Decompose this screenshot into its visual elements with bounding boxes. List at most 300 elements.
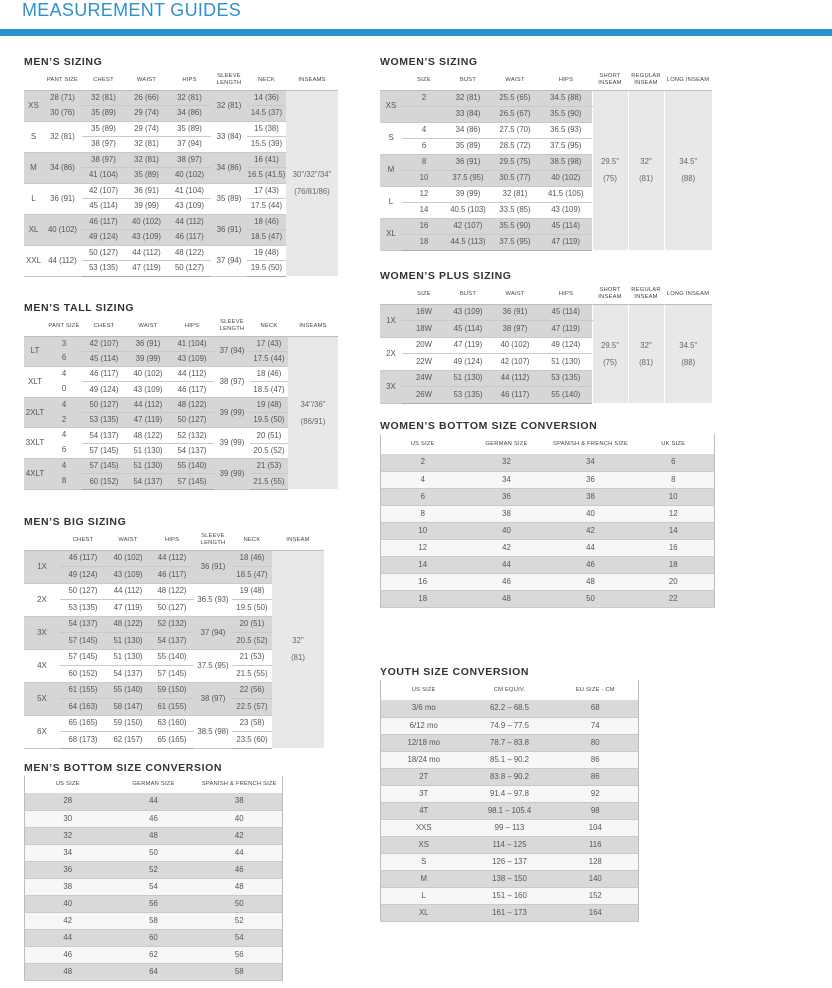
pant-value: 28 (71) — [50, 92, 75, 102]
table-cell: 16 — [633, 539, 715, 556]
column-header: NECK — [243, 536, 261, 543]
table-cell: 60 — [111, 929, 197, 946]
size-table — [380, 284, 712, 404]
table-row — [381, 768, 639, 785]
chest-cell: 46 (117) — [60, 550, 106, 567]
hips-cell: 43 (109) — [170, 351, 214, 366]
sleeve-length: 37 (94) — [211, 245, 247, 276]
sleeve-length: 39 (99) — [214, 459, 250, 490]
table-cell: 52 — [197, 912, 283, 929]
waist-cell: 37.5 (95) — [490, 234, 540, 250]
hips-cell: 41 (104) — [168, 183, 211, 199]
header-row — [25, 776, 283, 793]
table-row — [24, 336, 338, 351]
bust-cell: 37.5 (95) — [446, 170, 490, 186]
hips-cell: 35.5 (90) — [540, 106, 592, 122]
size-cell: 4 — [402, 122, 446, 138]
size-label: LT — [24, 336, 46, 367]
column-header: CM EQUIV. — [493, 686, 526, 693]
sleeve-length: 38 (97) — [194, 682, 232, 715]
section-title: MEN’S TALL SIZING — [24, 302, 135, 314]
bust-cell: 36 (91) — [446, 154, 490, 170]
inseam-value: 30"/32"/34" — [292, 170, 332, 180]
neck-cell: 17.5 (44) — [250, 351, 288, 366]
table-cell: 46 — [197, 861, 283, 878]
size-label: 4X — [24, 649, 60, 682]
pant-size-cell — [46, 397, 82, 428]
waist-cell: 32 (81) — [125, 152, 168, 168]
hips-cell: 41 (104) — [170, 336, 214, 351]
size-label: 4XLT — [24, 459, 46, 490]
size-group-label: XL — [380, 218, 402, 250]
waist-cell: 55 (140) — [106, 682, 150, 699]
waist-cell: 59 (150) — [106, 715, 150, 732]
table-cell: 44 — [465, 556, 549, 573]
table-cell: 58 — [197, 963, 283, 980]
inseam-cell — [286, 90, 338, 276]
waist-cell: 43 (109) — [125, 230, 168, 246]
table-row — [380, 304, 712, 321]
table-cell: 50 — [197, 895, 283, 912]
chest-cell: 50 (127) — [82, 245, 125, 261]
column-header: CHEST — [93, 76, 114, 83]
chest-cell: 46 (117) — [82, 214, 125, 230]
header-row — [380, 284, 712, 304]
inseam-value: 34.5" — [679, 157, 698, 167]
column-header: WAIST — [138, 322, 158, 329]
hips-cell: 55 (140) — [150, 649, 194, 666]
chest-cell: 64 (163) — [60, 699, 106, 716]
size-label: M — [24, 152, 43, 183]
section-title: WOMEN’S SIZING — [380, 56, 478, 68]
table-row — [381, 751, 639, 768]
sleeve-length: 33 (84) — [211, 121, 247, 152]
column-header — [380, 284, 402, 304]
bust-cell: 35 (89) — [446, 138, 490, 154]
header-row — [381, 434, 715, 454]
hips-cell: 49 (124) — [540, 337, 592, 354]
table-cell: 42 — [197, 827, 283, 844]
neck-cell: 17.5 (44) — [247, 199, 286, 215]
chest-cell: 49 (124) — [82, 382, 126, 397]
sleeve-length: 32 (81) — [211, 90, 247, 121]
waist-cell: 26.5 (67) — [490, 106, 540, 122]
table-row — [381, 573, 715, 590]
conversion-table — [380, 680, 639, 922]
chest-cell: 57 (145) — [82, 443, 126, 458]
waist-cell: 58 (147) — [106, 699, 150, 716]
size-cell: 10 — [402, 170, 446, 186]
mens-bottom-conversion-section — [24, 762, 282, 988]
size-label: 6X — [24, 715, 60, 748]
table-cell: 34 — [465, 471, 549, 488]
chest-cell: 41 (104) — [82, 168, 125, 184]
table-cell: 16 — [381, 573, 465, 590]
table-cell: 12 — [381, 539, 465, 556]
column-header — [380, 70, 402, 90]
size-label: 2X — [24, 583, 60, 616]
table-cell: 50 — [111, 844, 197, 861]
column-header: REGULAR INSEAM — [631, 287, 661, 300]
table-cell: M — [381, 870, 467, 887]
size-cell: 18 — [402, 234, 446, 250]
chest-cell: 45 (114) — [82, 351, 126, 366]
table-cell: 44 — [549, 539, 633, 556]
neck-cell: 19.5 (50) — [247, 261, 286, 277]
table-row — [381, 785, 639, 802]
header-row — [24, 530, 324, 550]
table-cell: 40 — [25, 895, 111, 912]
pant-size: 40 (102) — [43, 214, 82, 245]
chest-cell: 53 (135) — [82, 261, 125, 277]
pant-value: 0 — [61, 383, 67, 393]
table-cell: 114 – 125 — [467, 836, 553, 853]
table-row — [381, 471, 715, 488]
table-row — [24, 550, 324, 567]
waist-cell: 54 (137) — [106, 666, 150, 683]
hips-cell: 46 (117) — [150, 567, 194, 584]
table-cell: 14 — [381, 556, 465, 573]
table-cell: 128 — [553, 853, 639, 870]
hips-cell: 55 (140) — [540, 387, 592, 404]
size-label: XXL — [24, 245, 43, 276]
size-cell: 22W — [402, 354, 446, 371]
hips-cell: 57 (145) — [170, 474, 214, 489]
table-cell: 42 — [465, 539, 549, 556]
size-cell: 6 — [402, 138, 446, 154]
size-table — [24, 316, 338, 490]
hips-cell: 48 (122) — [168, 245, 211, 261]
table-cell: 78.7 – 83.8 — [467, 734, 553, 751]
chest-cell: 57 (145) — [60, 649, 106, 666]
inseam-value: 34"/36" — [300, 399, 326, 409]
inseam-value: (75) — [603, 174, 617, 184]
hips-cell: 61 (155) — [150, 699, 194, 716]
neck-cell: 21 (53) — [232, 649, 272, 666]
chest-cell: 68 (173) — [60, 732, 106, 749]
table-row — [381, 887, 639, 904]
pant-size-cell — [43, 90, 82, 121]
pant-value: 30 (76) — [50, 107, 75, 117]
hips-cell: 38.5 (98) — [540, 154, 592, 170]
neck-cell: 21.5 (55) — [232, 666, 272, 683]
chest-cell: 50 (127) — [60, 583, 106, 600]
womens-bottom-conversion-section — [380, 420, 714, 612]
table-row — [25, 946, 283, 963]
neck-cell: 18 (46) — [250, 367, 288, 382]
table-cell: 38 — [25, 878, 111, 895]
inseam-value: (88) — [681, 174, 696, 184]
hips-cell: 53 (135) — [540, 370, 592, 387]
hips-cell: 34.5 (88) — [540, 90, 592, 106]
table-cell: 3T — [381, 785, 467, 802]
size-label: 1X — [24, 550, 60, 583]
waist-cell: 40 (102) — [125, 214, 168, 230]
header-row — [381, 680, 639, 700]
table-cell: 54 — [111, 878, 197, 895]
table-cell: 38 — [465, 505, 549, 522]
neck-cell: 14.5 (37) — [247, 106, 286, 122]
size-cell: 12 — [402, 186, 446, 202]
column-header: REGULAR INSEAM — [631, 73, 661, 86]
inseam-cell — [288, 336, 338, 489]
waist-cell: 38 (97) — [490, 321, 540, 338]
column-header: SLEEVE LENGTH — [216, 73, 242, 86]
neck-cell: 19.5 (50) — [250, 413, 288, 428]
table-cell: 104 — [553, 819, 639, 836]
column-header: GERMAN SIZE — [485, 440, 528, 447]
bust-cell: 45 (114) — [446, 321, 490, 338]
chest-cell: 60 (152) — [60, 666, 106, 683]
hips-cell: 44 (112) — [170, 367, 214, 382]
table-cell: 40 — [197, 810, 283, 827]
size-cell: 14 — [402, 202, 446, 218]
size-cell: 18W — [402, 321, 446, 338]
table-cell: 10 — [381, 522, 465, 539]
chest-cell: 42 (107) — [82, 183, 125, 199]
waist-cell: 28.5 (72) — [490, 138, 540, 154]
table-row — [25, 963, 283, 980]
table-row — [381, 590, 715, 607]
table-row — [25, 844, 283, 861]
column-header: WAIST — [136, 76, 157, 83]
pant-value: 4 — [61, 369, 67, 379]
table-row — [25, 827, 283, 844]
header-row — [380, 70, 712, 90]
table-cell: 46 — [465, 573, 549, 590]
header-rule — [0, 29, 832, 36]
table-cell: 152 — [553, 887, 639, 904]
sleeve-length: 37.5 (95) — [194, 649, 232, 682]
neck-cell: 15 (38) — [247, 121, 286, 137]
waist-cell: 29.5 (75) — [490, 154, 540, 170]
sleeve-length: 38 (97) — [214, 367, 250, 398]
neck-cell: 22 (56) — [232, 682, 272, 699]
table-cell: 46 — [25, 946, 111, 963]
table-cell: XXS — [381, 819, 467, 836]
column-header: SIZE — [417, 76, 431, 83]
bust-cell: 51 (130) — [446, 370, 490, 387]
waist-cell: 35.5 (90) — [490, 218, 540, 234]
size-label: XLT — [24, 367, 46, 398]
neck-cell: 19.5 (50) — [232, 600, 272, 617]
waist-cell: 36 (91) — [125, 183, 168, 199]
waist-cell: 27.5 (70) — [490, 122, 540, 138]
waist-cell: 44 (112) — [106, 583, 150, 600]
waist-cell: 48 (122) — [106, 616, 150, 633]
table-cell: XL — [381, 904, 467, 921]
inseam-value: (81) — [639, 174, 653, 184]
column-header: SPANISH & FRENCH SIZE — [553, 440, 628, 447]
size-table — [24, 70, 338, 277]
section-title: WOMEN’S PLUS SIZING — [380, 270, 512, 282]
table-row — [25, 878, 283, 895]
hips-cell: 50 (127) — [170, 413, 214, 428]
table-cell: 6 — [381, 488, 465, 505]
table-cell: 18/24 mo — [381, 751, 467, 768]
hips-cell: 40 (102) — [540, 170, 592, 186]
bust-cell: 53 (135) — [446, 387, 490, 404]
table-cell: 74 — [553, 717, 639, 734]
hips-cell: 55 (140) — [170, 459, 214, 474]
pant-size-cell — [46, 428, 82, 459]
column-header: LONG INSEAM — [666, 290, 710, 297]
table-cell: 38 — [197, 793, 283, 810]
neck-cell: 22.5 (57) — [232, 699, 272, 716]
waist-cell: 36 (91) — [490, 304, 540, 321]
table-cell: 91.4 – 97.8 — [467, 785, 553, 802]
section-title: WOMEN’S BOTTOM SIZE CONVERSION — [380, 420, 598, 432]
table-cell: 80 — [553, 734, 639, 751]
table-cell: 86 — [553, 751, 639, 768]
waist-cell: 32 (81) — [490, 186, 540, 202]
hips-cell: 38 (97) — [168, 152, 211, 168]
chest-cell: 53 (135) — [60, 600, 106, 617]
chest-cell: 49 (124) — [60, 567, 106, 584]
hips-cell: 52 (132) — [170, 428, 214, 443]
column-header: INSEAM — [286, 536, 310, 543]
table-cell: 44 — [111, 793, 197, 810]
page-header — [0, 0, 832, 40]
table-row — [381, 904, 639, 921]
inseam-cell — [272, 550, 324, 748]
neck-cell: 18.5 (47) — [250, 382, 288, 397]
table-row — [381, 819, 639, 836]
table-cell: 99 – 113 — [467, 819, 553, 836]
sleeve-length: 36 (91) — [194, 550, 232, 583]
table-cell: 85.1 – 90.2 — [467, 751, 553, 768]
pant-size-cell — [46, 336, 82, 367]
neck-cell: 21.5 (55) — [250, 474, 288, 489]
bust-cell: 49 (124) — [446, 354, 490, 371]
sleeve-length: 37 (94) — [194, 616, 232, 649]
hips-cell: 54 (137) — [170, 443, 214, 458]
inseam-value: 29.5" — [601, 157, 619, 167]
table-cell: 4 — [381, 471, 465, 488]
waist-cell: 44 (112) — [490, 370, 540, 387]
inseam-value: 34.5" — [679, 340, 698, 350]
chest-cell: 61 (155) — [60, 682, 106, 699]
bust-cell: 42 (107) — [446, 218, 490, 234]
bust-cell: 39 (99) — [446, 186, 490, 202]
table-cell: 28 — [25, 793, 111, 810]
table-row — [381, 505, 715, 522]
neck-cell: 18.5 (47) — [247, 230, 286, 246]
table-cell: 68 — [553, 700, 639, 717]
sleeve-length: 37 (94) — [214, 336, 250, 367]
table-cell: 12/18 mo — [381, 734, 467, 751]
table-cell: 116 — [553, 836, 639, 853]
neck-cell: 20 (51) — [232, 616, 272, 633]
pant-value: 8 — [61, 475, 67, 485]
waist-cell: 25.5 (65) — [490, 90, 540, 106]
waist-cell: 43 (109) — [126, 382, 170, 397]
table-row — [25, 810, 283, 827]
table-cell: XS — [381, 836, 467, 853]
table-cell: 58 — [111, 912, 197, 929]
column-header: NECK — [258, 76, 275, 83]
pant-size: 34 (86) — [43, 152, 82, 183]
table-cell: 32 — [25, 827, 111, 844]
inseam-value: (76/81/86) — [294, 187, 330, 197]
hips-cell: 46 (117) — [168, 230, 211, 246]
table-cell: 3/6 mo — [381, 700, 467, 717]
size-group-label: XS — [380, 90, 402, 122]
waist-cell: 47 (119) — [125, 261, 168, 277]
column-header — [24, 530, 60, 550]
table-row — [381, 802, 639, 819]
column-header: US SIZE — [410, 440, 435, 447]
neck-cell: 20 (51) — [250, 428, 288, 443]
waist-cell: 33.5 (85) — [490, 202, 540, 218]
sleeve-length: 38.5 (98) — [194, 715, 232, 748]
waist-cell: 40 (102) — [106, 550, 150, 567]
table-cell: 64 — [111, 963, 197, 980]
table-cell: 44 — [197, 844, 283, 861]
waist-cell: 43 (109) — [106, 567, 150, 584]
neck-cell: 18 (46) — [232, 550, 272, 567]
section-title: YOUTH SIZE CONVERSION — [380, 666, 530, 678]
size-label: 2XLT — [24, 397, 46, 428]
chest-cell: 57 (145) — [60, 633, 106, 650]
size-table — [380, 70, 712, 251]
hips-cell: 45 (114) — [540, 304, 592, 321]
table-cell: 2T — [381, 768, 467, 785]
table-cell: 20 — [633, 573, 715, 590]
column-header: LONG INSEAM — [666, 76, 710, 83]
hips-cell: 37 (94) — [168, 137, 211, 153]
waist-cell: 36 (91) — [126, 336, 170, 351]
inseam-long-cell — [664, 90, 712, 250]
hips-cell: 47 (119) — [540, 234, 592, 250]
table-cell: 6/12 mo — [381, 717, 467, 734]
waist-cell: 26 (66) — [125, 90, 168, 106]
table-cell: 126 – 137 — [467, 853, 553, 870]
table-cell: 18 — [381, 590, 465, 607]
column-header: SPANISH & FRENCH SIZE — [201, 781, 277, 788]
conversion-table — [24, 776, 283, 981]
hips-cell: 59 (150) — [150, 682, 194, 699]
table-cell: 42 — [549, 522, 633, 539]
column-header: SIZE — [417, 290, 431, 297]
table-cell: 32 — [465, 454, 549, 471]
table-cell: 56 — [197, 946, 283, 963]
column-header: SHORT INSEAM — [598, 287, 622, 300]
table-cell: 36 — [25, 861, 111, 878]
pant-value: 6 — [61, 445, 67, 455]
pant-size-cell — [46, 459, 82, 490]
inseam-short-cell — [592, 90, 628, 250]
table-cell: 40 — [465, 522, 549, 539]
size-group-label: L — [380, 186, 402, 218]
hips-cell: 34 (86) — [168, 106, 211, 122]
size-label: XS — [24, 90, 43, 121]
table-cell: 44 — [25, 929, 111, 946]
hips-cell: 37.5 (95) — [540, 138, 592, 154]
table-cell: 86 — [553, 768, 639, 785]
chest-cell: 54 (137) — [60, 616, 106, 633]
table-cell: 140 — [553, 870, 639, 887]
table-cell: 50 — [549, 590, 633, 607]
hips-cell: 44 (112) — [168, 214, 211, 230]
inseam-long-cell — [664, 304, 712, 403]
table-row — [381, 454, 715, 471]
neck-cell: 17 (43) — [247, 183, 286, 199]
bust-cell: 40.5 (103) — [446, 202, 490, 218]
table-cell: 10 — [633, 488, 715, 505]
column-header: BUST — [459, 76, 477, 83]
table-cell: 151 – 160 — [467, 887, 553, 904]
